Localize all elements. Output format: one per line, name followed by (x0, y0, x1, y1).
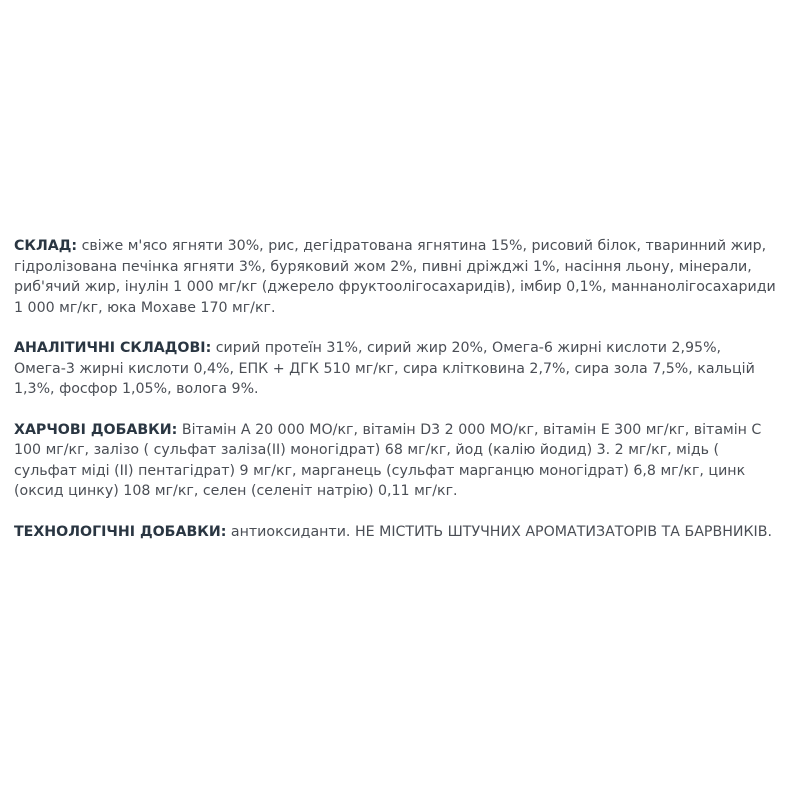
section-text-composition: свіже м'ясо ягняти 30%, рис, дегідратована ягнятина 15%, рисовий білок, тваринний жир, гідролізована печінка ягняти 3%, буряковий жом 2%, пивні дріжджі 1%, насіння льону, мінерали, риб'ячий жир, інулін 1 000 мг/кг (джерело фруктоолігосахаридів), імбир 0,1%, маннанолігосахариди 1 000 мг/кг, юка Мохаве 170 мг/кг. (14, 238, 776, 316)
section-technological-additives (14, 522, 786, 543)
section-text-technological-additives: антиоксиданти. НЕ МІСТИТЬ ШТУЧНИХ АРОМАТИЗАТОРІВ ТА БАРВНИКІВ. (226, 523, 772, 540)
section-analytical (14, 338, 786, 400)
section-label-composition: СКЛАД: (14, 238, 78, 254)
section-text-analytical: сирий протеїн 31%, сирий жир 20%, Омега-6 жирні кислоти 2,95%, Омега-3 жирні кислоти 0,4%, ЕПК + ДГК 510 мг/кг, сира клітковина 2,7%, сира зола 7,5%, кальцій 1,3%, фосфор 1,05%, волога 9%. (14, 340, 755, 397)
section-composition (14, 236, 786, 318)
section-label-nutritional-additives: ХАРЧОВІ ДОБАВКИ: (14, 421, 178, 438)
section-label-technological-additives: ТЕХНОЛОГІЧНІ ДОБАВКИ: (14, 523, 227, 540)
section-label-analytical: АНАЛІТИЧНІ СКЛАДОВІ: (14, 340, 212, 356)
composition-text (14, 236, 786, 562)
section-nutritional-additives (14, 420, 786, 502)
section-text-nutritional-additives: Вітамін А 20 000 МО/кг, вітамін D3 2 000 МО/кг, вітамін Е 300 мг/кг, вітамін С 100 мг/кг, залізо ( сульфат заліза(II) моногідрат) 68 мг/кг, йод (калію йодид) 3. 2 мг/кг, мідь ( сульфат міді (II) пентагідрат) 9 мг/кг, марганець (сульфат марганцю моногідрат) 6,8 мг/кг, цинк (оксид цинку) 108 мг/кг, селен (селеніт натрію) 0,11 мг/кг. (14, 421, 762, 499)
